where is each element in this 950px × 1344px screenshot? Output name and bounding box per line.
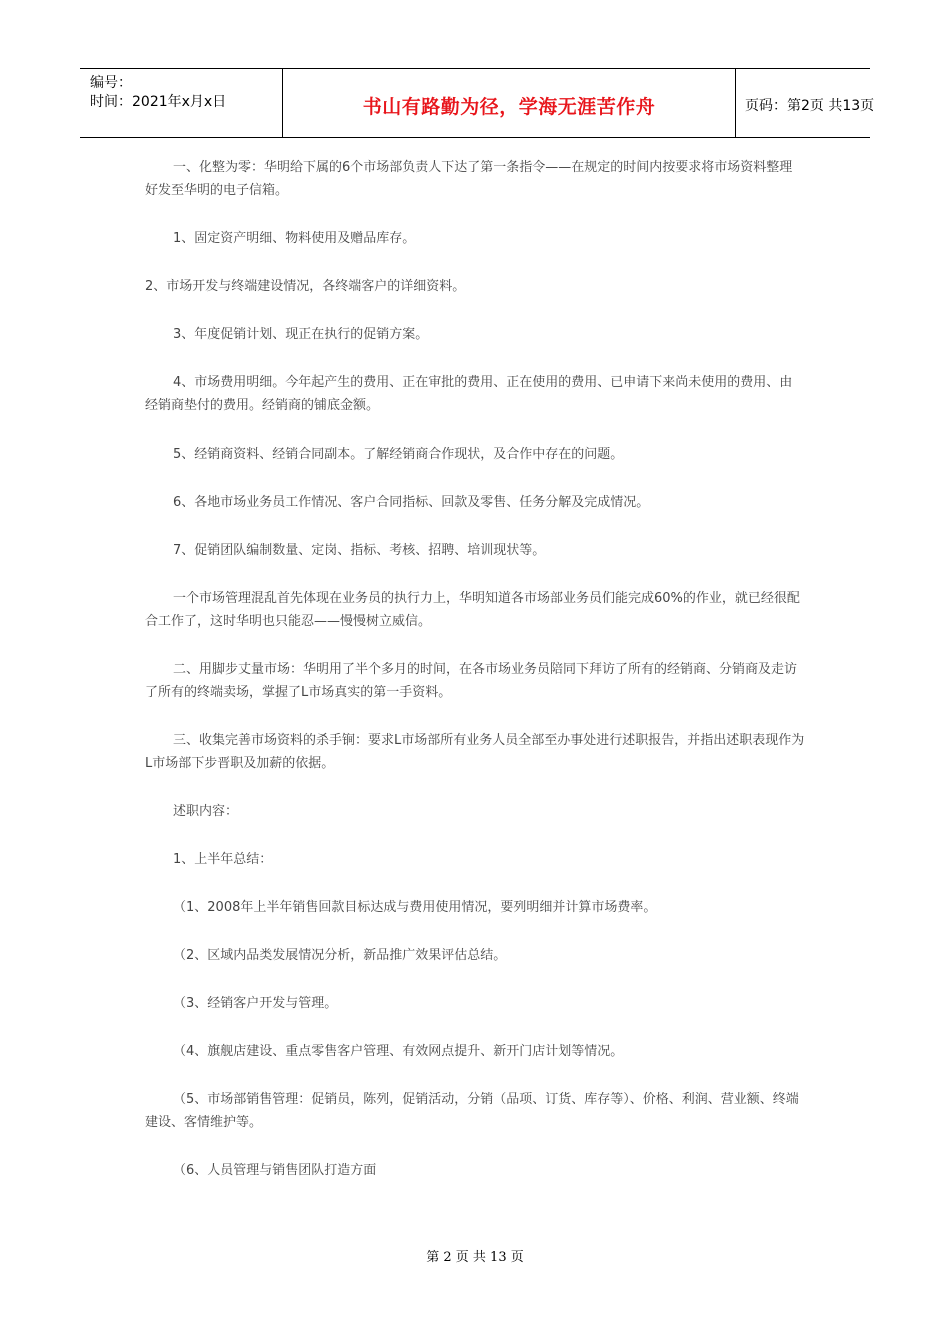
document-number-label: 编号： — [90, 75, 132, 91]
body-paragraph: 述职内容： — [173, 804, 239, 819]
body-paragraph: （6、人员管理与销售团队打造方面 — [173, 1163, 377, 1178]
body-paragraph: （1、2008年上半年销售回款目标达成与费用使用情况，要列明细并计算市场费率。 — [173, 900, 657, 915]
page-footer: 第 2 页 共 13 页 — [426, 1250, 524, 1265]
header-page-cell — [735, 69, 875, 137]
header-motto-cell — [282, 69, 736, 137]
body-paragraph: 二、用脚步丈量市场：华明用了半个多月的时间，在各市场业务员陪同下拜访了所有的经销商、分销商及走访了所有的终端卖场，掌握了L市场真实的第一手资料。 — [145, 662, 798, 700]
body-paragraph: 5、经销商资料、经销合同副本。了解经销商合作现状，及合作中存在的问题。 — [173, 447, 624, 462]
header-motto: 书山有路勤为径，学海无涯苦作舟 — [362, 96, 656, 118]
body-paragraph: （4、旗舰店建设、重点零售客户管理、有效网点提升、新开门店计划等情况。 — [173, 1044, 624, 1059]
body-paragraph: 一个市场管理混乱首先体现在业务员的执行力上，华明知道各市场部业务员们能完成60%的作业，就已经很配合工作了，这时华明也只能忍——慢慢树立威信。 — [145, 591, 800, 629]
page-header — [80, 68, 875, 138]
document-date-label: 时间：2021年x月x日 — [90, 94, 227, 110]
body-paragraph: 2、市场开发与终端建设情况，各终端客户的详细资料。 — [145, 279, 466, 294]
header-meta-cell — [80, 69, 282, 137]
body-paragraph: （2、区域内品类发展情况分析，新品推广效果评估总结。 — [173, 948, 507, 963]
body-paragraph: （3、经销客户开发与管理。 — [173, 996, 338, 1011]
body-paragraph: 一、化整为零：华明给下属的6个市场部负责人下达了第一条指令——在规定的时间内按要求将市场资料整理好发至华明的电子信箱。 — [145, 160, 793, 198]
body-paragraph: （5、市场部销售管理：促销员，陈列，促销活动，分销（品项、订货、库存等）、价格、利润、营业额、终端建设、客情维护等。 — [145, 1092, 799, 1130]
body-paragraph: 1、固定资产明细、物料使用及赠品库存。 — [173, 231, 416, 246]
header-page-number: 页码：第2页 共13页 — [745, 98, 875, 114]
body-paragraph: 三、收集完善市场资料的杀手锏：要求L市场部所有业务人员全部至办事处进行述职报告，并指出述职表现作为L市场部下步晋职及加薪的依据。 — [145, 733, 805, 771]
body-paragraph: 6、各地市场业务员工作情况、客户合同指标、回款及零售、任务分解及完成情况。 — [173, 495, 650, 510]
body-paragraph: 7、促销团队编制数量、定岗、指标、考核、招聘、培训现状等。 — [173, 543, 546, 558]
body-paragraph: 3、年度促销计划、现正在执行的促销方案。 — [173, 327, 429, 342]
body-paragraph: 4、市场费用明细。今年起产生的费用、正在审批的费用、正在使用的费用、已申请下来尚未使用的费用、由经销商垫付的费用。经销商的铺底金额。 — [145, 375, 793, 413]
body-paragraph: 1、上半年总结： — [173, 852, 273, 867]
document-body — [145, 156, 805, 1182]
